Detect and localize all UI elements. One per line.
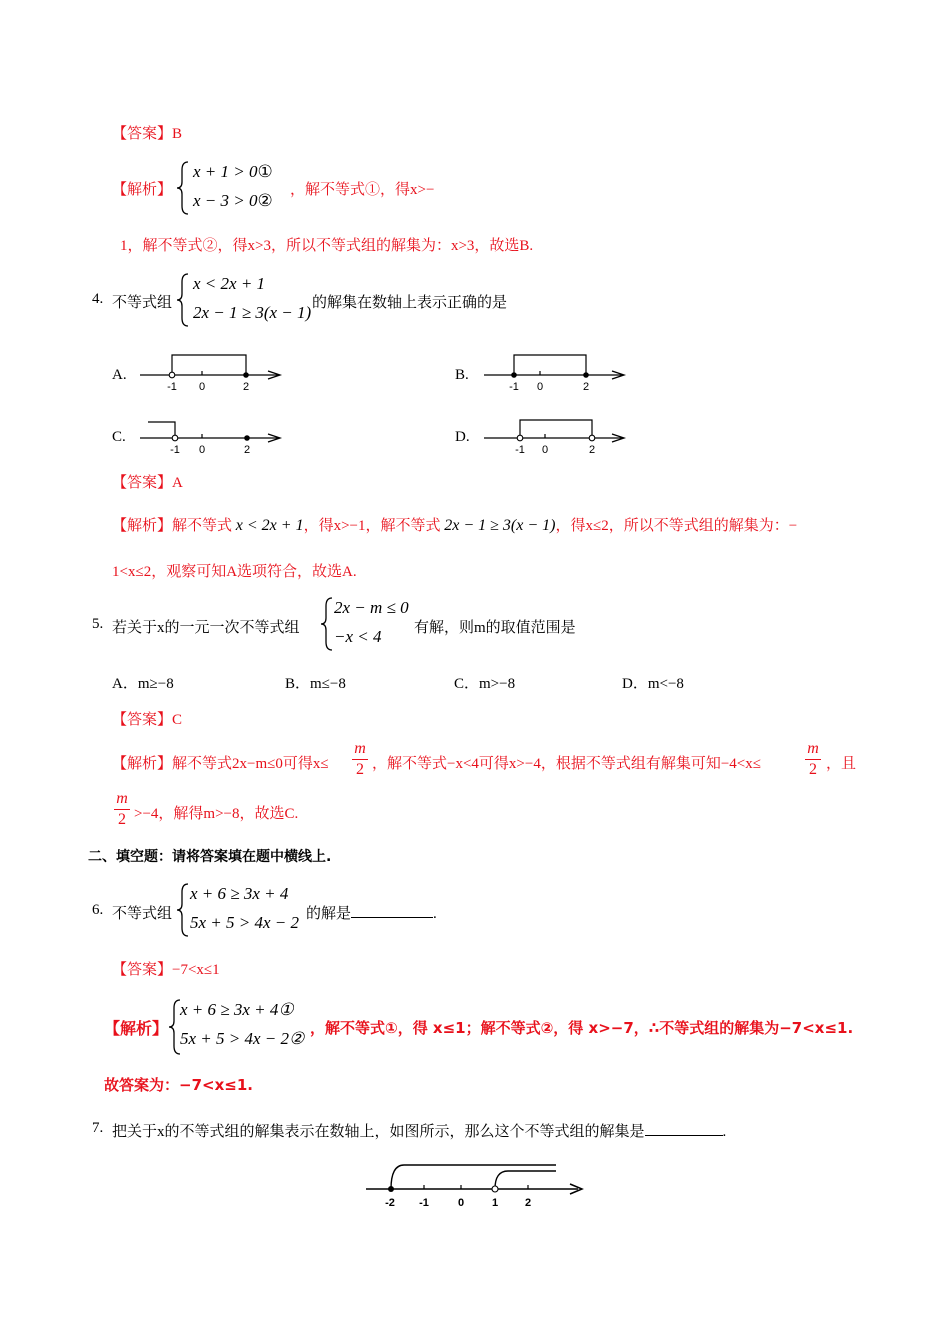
q5-option-b: B．m≤−8 — [285, 676, 346, 692]
q4-option-a-label: A. — [112, 367, 127, 383]
q4-analysis-text: ，得x≤2，所以不等式组的解集为：− — [555, 518, 798, 534]
q5-option-c: C．m>−8 — [454, 676, 516, 692]
q4-option-c-label: C. — [112, 429, 126, 445]
q4-answer — [112, 471, 183, 492]
q4-option-b-numberline — [484, 350, 629, 394]
q4-answer-value: A — [172, 475, 183, 491]
q6-eq1: x + 6 ≥ 3x + 4 — [190, 884, 289, 903]
q4-analysis-text: 解不等式 — [172, 518, 233, 534]
tick-label: -1 — [419, 1197, 429, 1209]
q4-stem-suffix: 的解集在数轴上表示正确的是 — [312, 295, 508, 311]
q4-analysis-line1 — [112, 514, 797, 535]
fraction-denominator: 2 — [356, 761, 364, 778]
q6-answer — [112, 958, 220, 979]
brace-icon — [176, 160, 190, 216]
q4-option-d-label: D. — [455, 429, 470, 445]
tick-label: -2 — [385, 1197, 395, 1209]
answer-blank[interactable] — [351, 903, 433, 918]
q4-option-b-label: B. — [455, 367, 469, 383]
q6-answer-label: 【答案】 — [112, 962, 173, 978]
q6-stem-text: 的解是 — [306, 906, 352, 922]
tick-label: 0 — [457, 1197, 465, 1209]
brace-icon — [320, 596, 334, 652]
fraction-numerator: m — [807, 740, 819, 757]
q4-stem-prefix: 不等式组 — [112, 295, 173, 311]
tick-label: 2 — [242, 381, 250, 393]
q3-answer — [112, 122, 182, 143]
q6-stem-prefix: 不等式组 — [112, 906, 173, 922]
circled-two-icon: ② — [257, 191, 273, 210]
q6-stem-suffix — [306, 902, 437, 923]
q3-eq1: x + 1 > 0 — [193, 162, 258, 181]
q4-analysis-text: ，得x>−1，解不等式 — [303, 518, 441, 534]
q5-fraction — [114, 790, 130, 829]
answer-blank[interactable] — [645, 1121, 723, 1136]
q6-analysis-text: ，解不等式①，得 x≤1；解不等式②，得 x>−7，∴不等式组的解集为−7<x≤1. — [310, 1019, 854, 1037]
q3-answer-value: B — [172, 126, 183, 142]
q5-fraction — [352, 740, 368, 779]
q4-option-d-numberline — [484, 413, 629, 457]
q5-analysis-line1b: ，解不等式−x<4可得x>−4，根据不等式组有解集可知−4<x≤ — [372, 756, 761, 772]
q5-number: 5. — [92, 616, 104, 632]
tick-label: -1 — [170, 444, 180, 456]
q7-stem-end: . — [722, 1124, 727, 1140]
fraction-denominator: 2 — [118, 811, 126, 828]
tick-label: 2 — [524, 1197, 532, 1209]
q4-analysis-line2: 1<x≤2，观察可知A选项符合，故选A. — [112, 564, 357, 580]
fraction-denominator: 2 — [809, 761, 817, 778]
q5-analysis-text: 解不等式2x−m≤0可得x≤ — [172, 756, 329, 772]
fraction-numerator: m — [354, 740, 366, 757]
brace-icon — [176, 882, 190, 938]
q6-number: 6. — [92, 902, 104, 918]
q4-number: 4. — [92, 291, 104, 307]
q5-analysis-line1a — [112, 752, 329, 773]
q5-answer-value: C — [172, 712, 183, 728]
q3-analysis-line1: ，解不等式①，得x>− — [290, 182, 435, 198]
tick-label: 1 — [491, 1197, 499, 1209]
q5-option-a: A．m≥−8 — [112, 676, 174, 692]
q5-answer — [112, 708, 182, 729]
q6-analysis-eq1: x + 6 ≥ 3x + 4① — [180, 1000, 294, 1019]
q4-analysis-eq2: 2x − 1 ≥ 3(x − 1) — [444, 517, 556, 534]
q3-eq2: x − 3 > 0 — [193, 191, 258, 210]
q3-analysis-line2: 1，解不等式②，得x>3，所以不等式组的解集为：x>3，故选B. — [120, 238, 534, 254]
q4-eq2: 2x − 1 ≥ 3(x − 1) — [193, 303, 312, 322]
q5-fraction — [805, 740, 821, 779]
q5-stem-prefix: 若关于x的一元一次不等式组 — [112, 620, 300, 636]
q5-eq1: 2x − m ≤ 0 — [334, 598, 409, 617]
q6-analysis-label: 【解析】 — [104, 1019, 169, 1038]
tick-label: 2 — [243, 444, 251, 456]
q7-number: 7. — [92, 1120, 104, 1136]
tick-label: 2 — [582, 381, 590, 393]
q6-stem-end: . — [433, 906, 437, 922]
tick-label: 0 — [541, 444, 549, 456]
q4-answer-label: 【答案】 — [112, 475, 173, 491]
q5-analysis-line2: >−4，解得m>−8，故选C. — [134, 806, 299, 822]
q4-option-a-numberline — [140, 350, 285, 394]
fraction-numerator: m — [116, 790, 128, 807]
q3-answer-label: 【答案】 — [112, 126, 173, 142]
circled-one-icon: ① — [257, 162, 273, 181]
q4-analysis-eq1: x < 2x + 1 — [235, 517, 304, 534]
tick-label: 0 — [198, 444, 206, 456]
section-heading: 二、填空题：请将答案填在题中横线上. — [88, 849, 332, 865]
tick-label: 2 — [588, 444, 596, 456]
q7-stem — [112, 1120, 726, 1141]
q5-option-d: D．m<−8 — [622, 676, 684, 692]
tick-label: 0 — [198, 381, 206, 393]
q4-analysis-label: 【解析】 — [112, 518, 173, 534]
tick-label: -1 — [167, 381, 177, 393]
q5-answer-label: 【答案】 — [112, 712, 173, 728]
tick-label: -1 — [509, 381, 519, 393]
q7-stem-text: 把关于x的不等式组的解集表示在数轴上，如图所示，那么这个不等式组的解集是 — [112, 1124, 645, 1140]
q6-answer-value: −7<x≤1 — [172, 962, 220, 978]
q4-option-c-numberline — [140, 413, 285, 457]
q7-numberline — [366, 1156, 592, 1214]
q4-eq1: x < 2x + 1 — [193, 274, 266, 293]
q5-analysis-label: 【解析】 — [112, 756, 173, 772]
brace-icon — [176, 272, 190, 328]
q3-analysis-label: 【解析】 — [112, 182, 173, 198]
q6-analysis-eq2: 5x + 5 > 4x − 2② — [180, 1029, 305, 1048]
q5-analysis-line1c: ，且 — [826, 756, 857, 772]
q6-eq2: 5x + 5 > 4x − 2 — [190, 913, 300, 932]
q5-eq2: −x < 4 — [334, 627, 382, 646]
tick-label: 0 — [536, 381, 544, 393]
q5-stem-suffix: 有解，则m的取值范围是 — [414, 620, 576, 636]
q6-conclusion: 故答案为：−7<x≤1. — [104, 1076, 253, 1094]
tick-label: -1 — [515, 444, 525, 456]
